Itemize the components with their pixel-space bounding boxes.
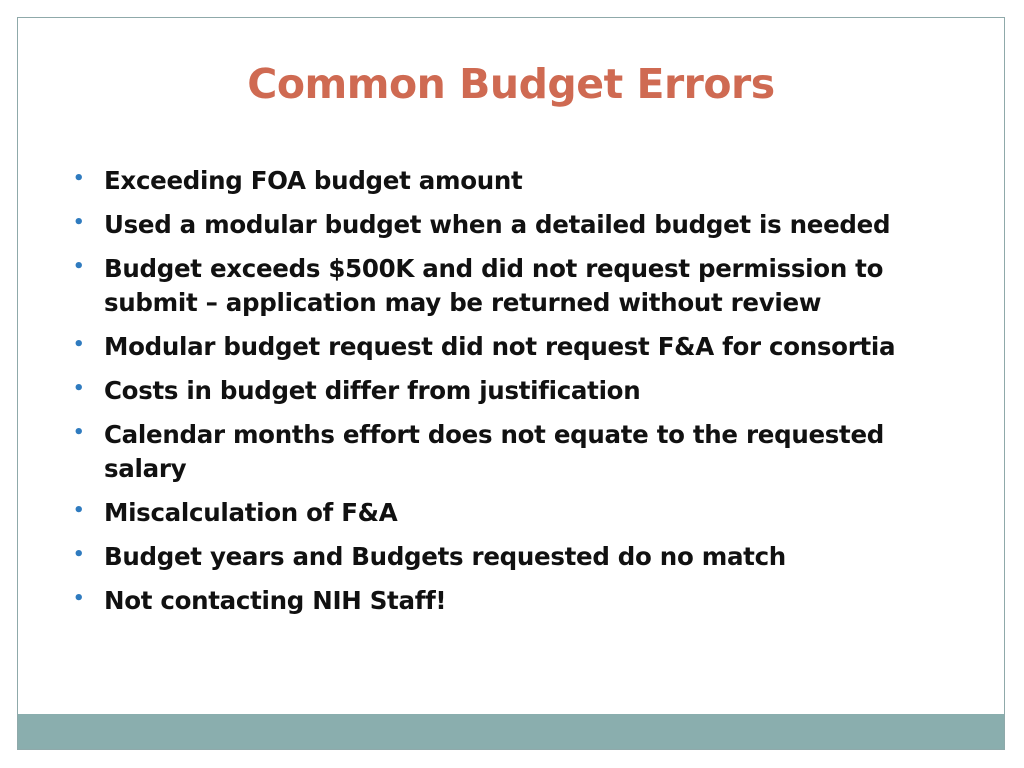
slide-title: Common Budget Errors xyxy=(247,60,775,108)
bullet-dot-icon: • xyxy=(73,544,85,565)
slide xyxy=(17,17,1005,750)
bullet-dot-icon: • xyxy=(73,378,85,399)
bullet-item xyxy=(73,540,944,574)
bullet-dot-icon: • xyxy=(73,422,85,443)
bullet-text: Miscalculation of F&A xyxy=(104,498,398,527)
bullet-item xyxy=(73,330,944,364)
bullet-list xyxy=(73,164,944,628)
bullet-text: Not contacting NIH Staff! xyxy=(104,586,447,615)
bullet-text: Budget exceeds $500K and did not request permission to submit – application may be returned without review xyxy=(104,254,884,317)
bullet-dot-icon: • xyxy=(73,334,85,355)
bullet-text: Exceeding FOA budget amount xyxy=(104,166,523,195)
bullet-item xyxy=(73,208,944,242)
bullet-text: Costs in budget differ from justification xyxy=(104,376,641,405)
bullet-dot-icon: • xyxy=(73,256,85,277)
bullet-dot-icon: • xyxy=(73,588,85,609)
bullet-text: Budget years and Budgets requested do no match xyxy=(104,542,786,571)
bullet-dot-icon: • xyxy=(73,500,85,521)
footer-bar xyxy=(18,714,1004,749)
bullet-text: Calendar months effort does not equate to the requested salary xyxy=(104,420,885,483)
bullet-dot-icon: • xyxy=(73,212,85,233)
bullet-item xyxy=(73,496,944,530)
bullet-item xyxy=(73,252,944,320)
bullet-text: Used a modular budget when a detailed budget is needed xyxy=(104,210,891,239)
bullet-text: Modular budget request did not request F&A for consortia xyxy=(104,332,896,361)
bullet-item xyxy=(73,374,944,408)
bullet-item xyxy=(73,584,944,618)
bullet-item xyxy=(73,164,944,198)
bullet-dot-icon: • xyxy=(73,168,85,189)
bullet-item xyxy=(73,418,944,486)
